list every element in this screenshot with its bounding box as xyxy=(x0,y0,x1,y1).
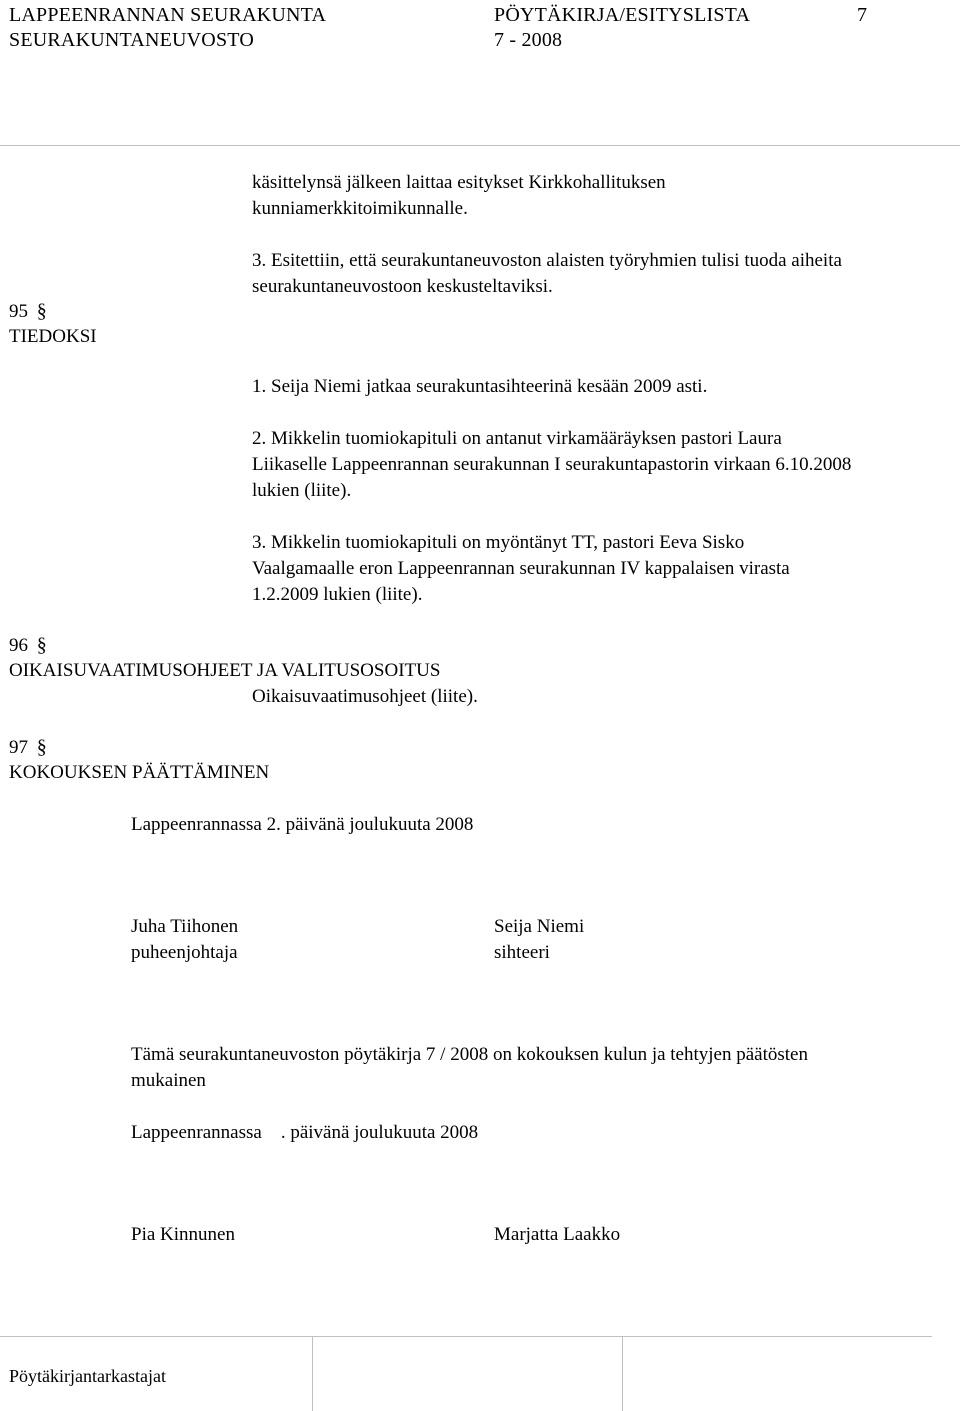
verification-statement: mukainen xyxy=(131,1070,206,1091)
signatory-name: Seija Niemi xyxy=(494,916,585,937)
continued-item: 3. Esitettiin, että seurakuntaneuvoston alaisten työryhmien tulisi tuoda aiheita xyxy=(252,250,842,271)
list-item: 2. Mikkelin tuomiokapituli on antanut virkamääräyksen pastori Laura xyxy=(252,428,782,449)
section-title: TIEDOKSI xyxy=(9,326,97,347)
list-item: lukien (liite). xyxy=(252,480,352,501)
page-number: 7 xyxy=(857,4,868,26)
place-date: Lappeenrannassa 2. päivänä joulukuuta 2008 xyxy=(131,814,474,835)
footer-column-divider xyxy=(622,1337,623,1411)
section-symbol: § xyxy=(36,736,47,758)
document-type: PÖYTÄKIRJA/ESITYSLISTA xyxy=(494,4,751,26)
section-number xyxy=(9,298,47,325)
document-number: 7 - 2008 xyxy=(494,29,563,51)
list-item: 1. Seija Niemi jatkaa seurakuntasihteerinä kesään 2009 asti. xyxy=(252,376,708,397)
section-symbol: § xyxy=(36,300,47,322)
footer-column-divider xyxy=(312,1337,313,1411)
verification-statement: Tämä seurakuntaneuvoston pöytäkirja 7 / 2008 on kokouksen kulun ja tehtyjen päätösten xyxy=(131,1044,808,1065)
list-item: Vaalgamaalle eron Lappeenrannan seurakunnan IV kappalaisen virasta xyxy=(252,558,790,579)
section-number-value: 97 xyxy=(9,737,28,758)
section-title: OIKAISUVAATIMUSOHJEET JA VALITUSOSOITUS xyxy=(9,660,441,681)
list-item: 3. Mikkelin tuomiokapituli on myöntänyt TT, pastori Eeva Sisko xyxy=(252,532,745,553)
signatory-role: sihteeri xyxy=(494,942,550,963)
continued-line: käsittelynsä jälkeen laittaa esitykset Kirkkohallituksen xyxy=(252,172,666,193)
section-number xyxy=(9,632,47,659)
section-title: KOKOUKSEN PÄÄTTÄMINEN xyxy=(9,762,270,783)
section-number-value: 95 xyxy=(9,301,28,322)
section-symbol: § xyxy=(36,634,47,656)
continued-line: kunniamerkkitoimikunnalle. xyxy=(252,198,468,219)
section-number xyxy=(9,734,47,761)
list-item: 1.2.2009 lukien (liite). xyxy=(252,584,423,605)
section-number-value: 96 xyxy=(9,635,28,656)
organization-name: LAPPEENRANNAN SEURAKUNTA xyxy=(9,4,327,26)
footer-label: Pöytäkirjantarkastajat xyxy=(9,1366,166,1386)
list-item: Liikaselle Lappeenrannan seurakunnan I seurakuntapastorin virkaan 6.10.2008 xyxy=(252,454,852,475)
reviewer-name: Pia Kinnunen xyxy=(131,1224,235,1245)
council-name: SEURAKUNTANEUVOSTO xyxy=(9,29,254,51)
footer-table xyxy=(0,1336,932,1411)
header-divider xyxy=(0,145,960,146)
reviewer-name: Marjatta Laakko xyxy=(494,1224,621,1245)
verification-place-date: Lappeenrannassa . päivänä joulukuuta 2008 xyxy=(131,1122,479,1143)
continued-item: seurakuntaneuvostoon keskusteltaviksi. xyxy=(252,276,553,297)
signatory-role: puheenjohtaja xyxy=(131,942,238,963)
section-text: Oikaisuvaatimusohjeet (liite). xyxy=(252,686,478,707)
signatory-name: Juha Tiihonen xyxy=(131,916,239,937)
